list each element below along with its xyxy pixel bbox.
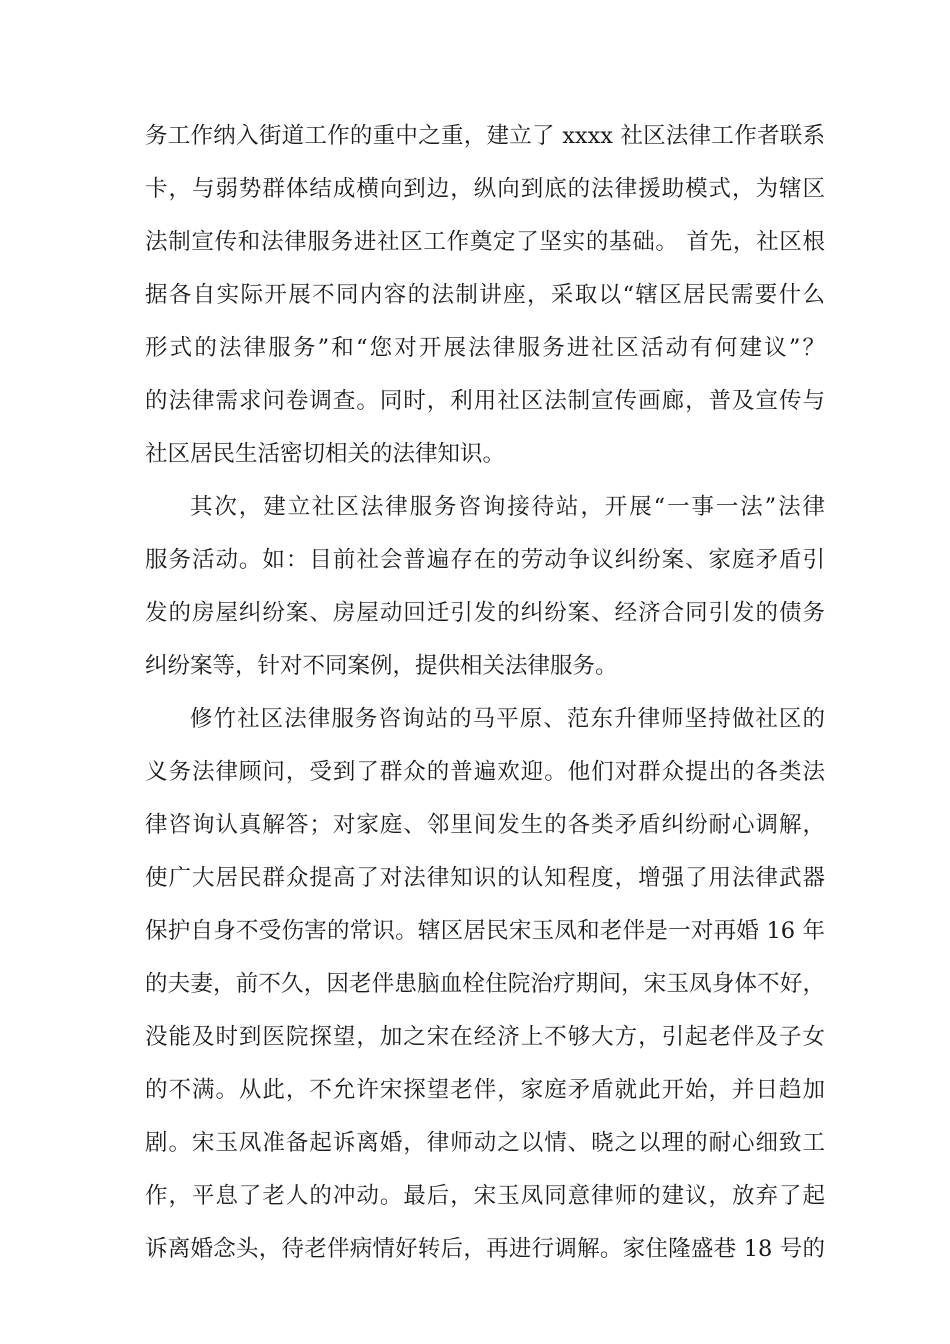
text-line: 形式的法律服务”和“您对开展法律服务进社区活动有何建议”？	[145, 335, 825, 361]
text-line: 法制宣传和法律服务进社区工作奠定了坚实的基础。 首先，社区根	[145, 229, 825, 255]
text-line: 义务法律顾问，受到了群众的普遍欢迎。他们对群众提出的各类法	[145, 759, 825, 785]
paragraph-first-line: 其次，建立社区法律服务咨询接待站，开展“一事一法”法律	[190, 494, 825, 520]
text-line: 纠纷案等，针对不同案例，提供相关法律服务。	[145, 653, 618, 679]
text-line: 作，平息了老人的冲动。最后，宋玉凤同意律师的建议，放弃了起	[145, 1183, 825, 1209]
paragraph-first-line: 修竹社区法律服务咨询站的马平原、范东升律师坚持做社区的	[190, 706, 825, 732]
text-line: 服务活动。如：目前社会普遍存在的劳动争议纠纷案、家庭矛盾引	[145, 547, 825, 573]
text-line: 社区居民生活密切相关的法律知识。	[145, 441, 506, 467]
text-line: 诉离婚念头，待老伴病情好转后，再进行调解。家住隆盛巷 18 号的	[145, 1236, 825, 1262]
text-line: 律咨询认真解答；对家庭、邻里间发生的各类矛盾纠纷耐心调解，	[145, 812, 825, 838]
text-line: 务工作纳入街道工作的重中之重，建立了 xxxx 社区法律工作者联系	[145, 123, 825, 149]
text-line: 的不满。从此，不允许宋探望老伴，家庭矛盾就此开始，并日趋加	[145, 1077, 825, 1103]
text-line: 发的房屋纠纷案、房屋动回迁引发的纠纷案、经济合同引发的债务	[145, 600, 825, 626]
text-line: 剧。宋玉凤准备起诉离婚，律师动之以情、晓之以理的耐心细致工	[145, 1130, 825, 1156]
text-line: 使广大居民群众提高了对法律知识的认知程度，增强了用法律武器	[145, 865, 825, 891]
text-line: 的法律需求问卷调查。同时，利用社区法制宣传画廊，普及宣传与	[145, 388, 825, 414]
text-line: 保护自身不受伤害的常识。辖区居民宋玉凤和老伴是一对再婚 16 年	[145, 918, 825, 944]
text-line: 据各自实际开展不同内容的法制讲座，采取以“辖区居民需要什么	[145, 282, 825, 308]
text-line: 没能及时到医院探望，加之宋在经济上不够大方，引起老伴及子女	[145, 1024, 825, 1050]
text-line: 的夫妻，前不久，因老伴患脑血栓住院治疗期间，宋玉凤身体不好，	[145, 971, 825, 997]
text-line: 卡，与弱势群体结成横向到边，纵向到底的法律援助模式，为辖区	[145, 176, 825, 202]
